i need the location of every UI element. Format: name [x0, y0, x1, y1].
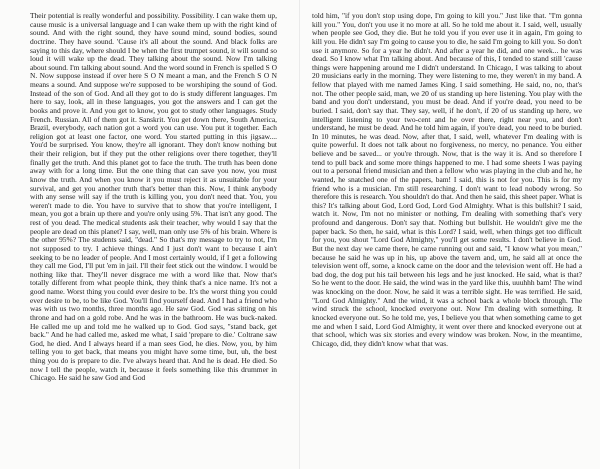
right-page	[300, 0, 600, 469]
left-page-text: Their potential is really wonderful and possibility. Possibility. I can wake them up, cause music is a universal language and I can wake them up with the right kind of sound. And with the right sound, they have sound mind, sound bodies, sound doctrine. They have sound. 'Cause it's all about the sound. And black folks are saying to this day, where should I be when the first trumpet sound, it will sound so loud it will wake up the dead. They talking about the sound. Now I'm talking about sound. I'm talking about sound. And the word sound in French is spelled S O N. Now suppose instead if over here S O N meant a man, and the French S O N means a sound. And suppose we're supposed to be worshiping the sound of God. Instead of the son of God. And all they got to do is study different languages. I'm here to say, look, all in these languages, you got the answers and I can get the books and prove it. And you get to know, you got to study other languages. Study French. Russian. All of them got it. Sanskrit. You get down there, South America, Brazil, everybody, each nation got a word you can use. You put it together. Each religion got at least one factor, one word. You started putting in this jigsaw.... You'd be surprised. You know, they're all ignorant. They don't know nothing but their their religion, but if they put the other religions over there together, they'll finally get the truth. And this planet got to face the truth. The truth has been done away with for a long time. But the one thing that can save you now, you must know the truth. And when you know it you must reject it as unsuitable for your survival, and get you another truth that's better than this. Now, I think anybody with any sense will say if the truth is killing you, you don't need that. You, you weren't made to die. You have to survive that to show that you're intelligent, I mean, you got a brain up there and you're only using 5%. That isn't any good. The rest of you dead. The medical students ask their teacher, why would I say that the people are dead on this planet? I say, well, man only use 5% of his brain. Where is the other 95%? The students said, "dead." So that's my message to try to not, I'm not supposed to try. I achieve things. And I just don't want to because I ain't seeking to be no leader of people. And I most certainly would, if I get a following they call me God, I'll put 'em in jail. I'll their feet stick out the window. I would be nothing like that. They'll never disgrace me with a word like that. Now that's totally different from what people think, they think that's a nice name. It's not a good name. Worst thing you could ever desire to be. It's the worst thing you could ever desire to be, to be like God. You'll find yourself dead. And I had a friend who was with us two months, three months ago. He saw God. God was sitting on his throne and had on a gold robe. And he was in the bathroom. He was buck-naked. He called me up and told me he walked up to God. God says, "stand back, get back." And he had called me, asked me what, I said 'prepare to die.' Coltrane saw God, he died. And I always heard if a man sees God, he dies. Now, you, by him telling you to get back, that means you might have some time, but, uh, the best thing you do is prepare to die. I've always heard that. And he is dead. He died. So now I tell the people, watch it, because it feels something like this drummer in Chicago. He said he saw God and God	[30, 11, 277, 383]
right-page-text: told him, "if you don't stop using dope, I'm going to kill you." Just like that. "I'm gonna kill you." You, don't you use it no more at all. So he told me about it. I said, well, usually when people see God, they die. But he told you if you ever use it in again, I'm going to kill you. He didn't say I'm going to cause you to die, he said I'm going to kill you. So don't use it anymore. So for a year he didn't. And after a year he did, and one week... he was dead. So I know what I'm talking about. And because of this, I tended to stand still 'cause things were happening around me I didn't understand. In Chicago, I was talking to about 20 musicians early in the morning. They were listening to me, they weren't in my band. A fellow that played with me named James King. I said something. He said, no, no, that's not. The other people said, man, we 20 of us standing up here listening. You play with the band and you don't understand, you must be dead. And if you're dead, you need to be buried. I said, don't say that. They say, well, if he don't, if 20 of us standing up here, we intelligent listening to your two-cent and he over there, right near you, and don't understand, he must be dead. And he told him again, if you're dead, you need to be buried. In 10 minutes, he was dead. Now, after that, I said, well, whatever I'm dealing with is quite powerful. It does not talk about no forgiveness, no mercy, no penance. You either believe and be saved... or you're through. Now, that is the way it is. And so therefore I tend to pull back and some more things happened to me. I had some sheets I was paying out to a personal friend musician and then a fellow who was playing in the club and he, he wanted, he snatched one of the papers, bam! I said, this is not for you. This is for my friend who is a musician. I'm still researching. I don't want to lead nobody wrong. So therefore this is research. You shouldn't do that. And then he said, this sheet paper. What is this? It's talking about God, Lord God, Lord God Almighty. What is this bullshit? I said, watch it. Now, I'm not no minister or nothing, I'm dealing with something that's very profound and dangerous. Don't say that. Nothing but bullshit. He wouldn't give me the paper back. So then, he said, what is this Lord? I said, well, when things get too difficult for you, you shout "Lord God Almighty," you'll get some results. I don't believe in God. But the next day we came there, he came running out and said, "I know what you mean," because he said he was up in his, up above the tavern and, um, he said all at once the television went off, some, a knock came on the door and the television went off. He had a bad dog, the dog put his tail between his legs and he just knocked. He said, what is that? So he went to the door. He said, the wind was in the yard like this, uuuhhh bam! The wind was knocking on the door. Now, he said it was a terrible sight. He was terrified. He said, "Lord God Almighty." And the wind, it was a school back a whole block through. The wind struck the school, knocked everyone out. Now I'm dealing with something. It knocked everyone out. So he told me, yes, I believe you that when something came to get me and when I said, Lord God Almighty, it went over there and knocked everyone out at that school, which was six stories and every window was broken. Now, in the meantime, Chicago, did, they didn't know what that was.	[312, 11, 582, 348]
